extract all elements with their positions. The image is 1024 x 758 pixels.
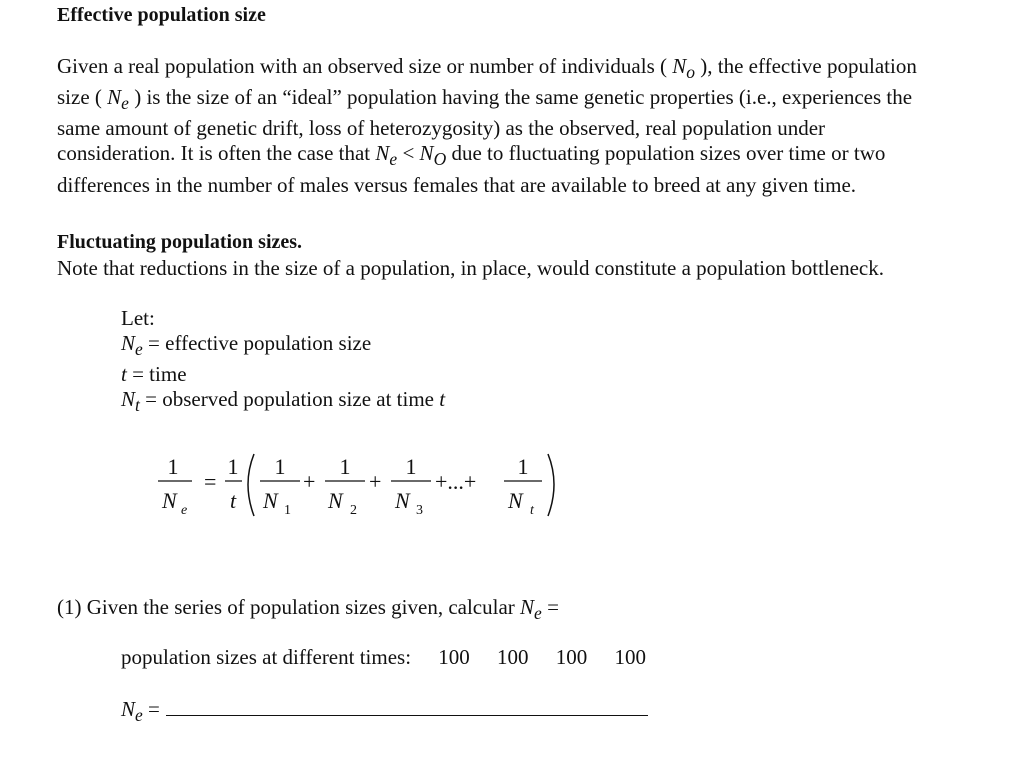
population-size-value: 100: [555, 645, 588, 669]
t-denominator: t: [229, 488, 237, 513]
plus-2: +: [369, 469, 382, 494]
answer-blank[interactable]: [166, 695, 648, 716]
section-note: Note that reductions in the size of a population, in place, would constitute a population bottleneck.: [57, 256, 884, 280]
answer-line: $N_e$ =: [121, 695, 648, 726]
intro-line-3: same amount of genetic drift, loss of heterozygosity) as the observed, real population under: [57, 116, 826, 141]
n3-numerator: 1: [405, 454, 417, 479]
n1-numerator: 1: [274, 454, 286, 479]
lhs-denominator-N: N: [162, 488, 177, 513]
let-label: Let:: [121, 306, 155, 330]
lhs-numerator: 1: [167, 454, 179, 479]
intro-paragraph: [57, 54, 977, 198]
def-ne: $N_e$ = effective population size: [121, 331, 372, 360]
intro-line-2: size ( $N_e$ ) is the size of an “ideal” population having the same genetic properties (i.e., experiences the: [57, 85, 913, 114]
population-sizes-row: [121, 645, 646, 670]
n2-denominator-sub: 2: [350, 503, 357, 518]
harmonic-mean-formula: [150, 448, 570, 528]
n1-denominator-N: N: [263, 488, 278, 513]
n1-denominator-sub: 1: [284, 503, 291, 518]
nt-denominator-sub: t: [530, 503, 534, 518]
intro-line-1: Given a real population with an observed size or number of individuals ( $N_o$ ), the effective population: [57, 54, 917, 83]
plus-1: +: [303, 469, 316, 494]
population-size-value: 100: [497, 645, 529, 669]
section-heading: Fluctuating population sizes.: [57, 231, 303, 253]
population-sizes-label: population sizes at different times:: [121, 645, 412, 669]
nt-denominator-N: N: [508, 488, 523, 513]
plus-ellipsis-plus: +...+: [435, 469, 477, 494]
intro-line-5: differences in the number of males versus females that are available to breed at any given time.: [57, 172, 857, 197]
left-parenthesis: [248, 454, 254, 516]
n2-denominator-N: N: [328, 488, 343, 513]
population-size-value: 100: [614, 645, 647, 669]
definitions-block: [121, 306, 445, 418]
n3-denominator-sub: 3: [416, 503, 423, 518]
question-1: (1) Given the series of population sizes given, calcular $N_e$ =: [57, 595, 559, 624]
def-t: t = time: [121, 362, 187, 387]
def-nt: $N_t$ = observed population size at time t: [121, 387, 446, 416]
intro-line-4: consideration. It is often the case that $N_e < N_O$ due to fluctuating population sizes over time or two: [57, 141, 886, 170]
t-numerator: 1: [227, 454, 239, 479]
equals-sign: =: [204, 469, 217, 494]
lhs-denominator-sub: e: [181, 503, 188, 518]
nt-numerator: 1: [517, 454, 529, 479]
page-title: Effective population size: [57, 4, 266, 26]
right-parenthesis: [548, 454, 554, 516]
n2-numerator: 1: [339, 454, 351, 479]
population-size-value: 100: [438, 645, 470, 669]
n3-denominator-N: N: [395, 488, 410, 513]
